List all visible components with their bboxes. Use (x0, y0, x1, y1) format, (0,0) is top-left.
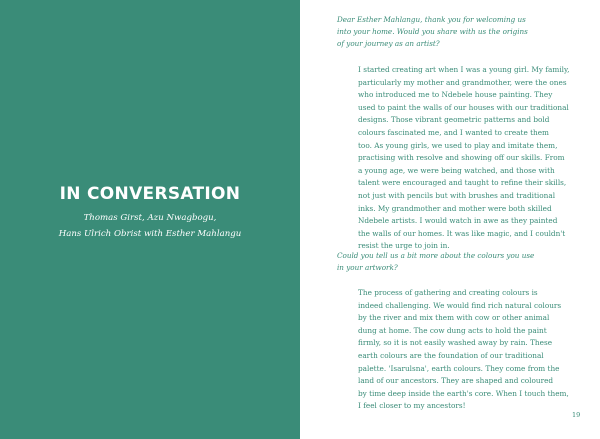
subtitle-line: Thomas Girst, Azu Nwagbogu, (83, 213, 217, 223)
answer-line: the walls of our homes. It was like magic, and I couldn't (358, 228, 566, 238)
answer-line: dung at home. The cow dung acts to hold the paint (358, 325, 547, 335)
question-line: Could you tell us a bit more about the colours you use (337, 251, 535, 260)
answer-line: used to paint the walls of our houses with our traditional (358, 102, 569, 112)
answer-line: a young age, we were being watched, and those with (358, 165, 555, 175)
answer-line: indeed challenging. We would find rich natural colours (358, 300, 562, 310)
page-number: 19 (572, 411, 581, 419)
section-title: IN CONVERSATION (59, 184, 241, 204)
answer-line: I started creating art when I was a young girl. My family, (358, 65, 570, 74)
answer-line: too. As young girls, we used to play and imitate them, (358, 140, 558, 150)
answer-line: The process of gathering and creating colours is (358, 288, 538, 297)
answer-line: by time deep inside the earth's core. When I touch them, (358, 388, 569, 398)
answer-line: who introduced me to Ndebele house painting. They (358, 90, 553, 100)
answer-line: by the river and mix them with cow or other animal (358, 313, 550, 323)
answer-line: talent were encouraged and taught to refine their skills, (358, 178, 567, 188)
answer-line: practising with resolve and showing off our skills. From (358, 153, 565, 163)
answer-line: land of our ancestors. They are shaped and coloured (358, 376, 554, 386)
subtitle-line: Hans Ulrich Obrist with Esther Mahlangu (58, 229, 242, 239)
answer-1 (358, 64, 594, 253)
question-line: of your journey as an artist? (337, 39, 440, 49)
answer-line: inks. My grandmother and mother were both skilled (358, 203, 552, 213)
answer-2 (358, 287, 594, 413)
answer-line: firmly, so it is not easily washed away by rain. These (358, 338, 553, 348)
answer-line: palette. 'Isarulsna', earth colours. They come from the (358, 363, 560, 373)
question-line: into your home. Would you share with us the origins (337, 27, 528, 37)
question-line: Dear Esther Mahlangu, thank you for welcoming us (337, 15, 526, 24)
question-1 (337, 14, 587, 51)
answer-line: resist the urge to join in. (358, 241, 450, 251)
answer-line: particularly my mother and grandmother, were the ones (358, 77, 567, 87)
answer-line: not just with pencils but with brushes and traditional (358, 190, 556, 200)
answer-line: designs. Those vibrant geometric patterns and bold (358, 115, 550, 125)
answer-line: colours fascinated me, and I wanted to create them (358, 127, 549, 137)
answer-line: Ndebele artists. I would watch in awe as they painted (358, 216, 558, 226)
question-2 (337, 250, 587, 274)
right-page (300, 0, 600, 439)
answer-line: I feel closer to my ancestors! (358, 401, 466, 411)
question-line: in your artwork? (337, 263, 398, 273)
participants-subtitle (0, 210, 300, 242)
answer-line: earth colours are the foundation of our traditional (358, 350, 544, 360)
